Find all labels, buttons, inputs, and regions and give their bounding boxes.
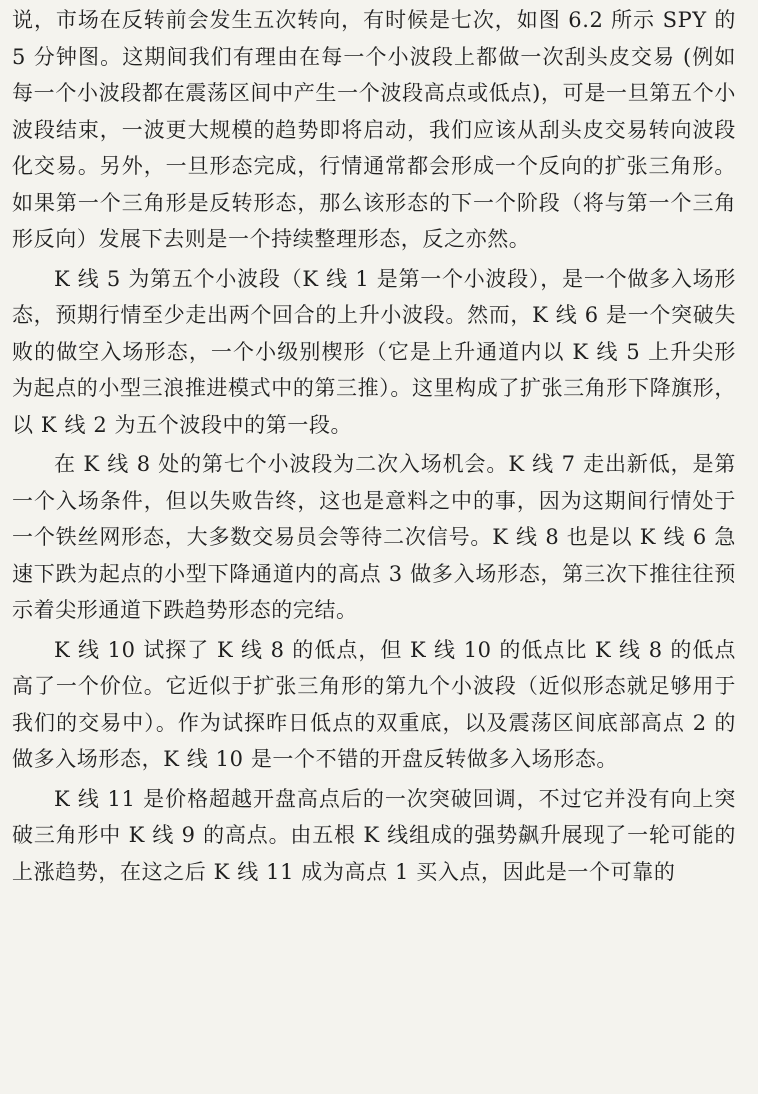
paragraph-3: 在 K 线 8 处的第七个小波段为二次入场机会。K 线 7 走出新低，是第一个入场条件，但以失败告终，这也是意料之中的事，因为这期间行情处于一个铁丝网形态，大多数交易员会等待二次信号。K 线 8 也是以 K 线 6 急速下跌为起点的小型下降通道内的高点 3 做多入场形态，第三次下推往往预示着尖形通道下跌趋势形态的完结。	[12, 452, 736, 622]
paragraph-5: K 线 11 是价格超越开盘高点后的一次突破回调，不过它并没有向上突破三角形中 K 线 9 的高点。由五根 K 线组成的强势飙升展现了一轮可能的上涨趋势，在这之后 K 线 11 成为高点 1 买入点，因此是一个可靠的	[12, 786, 736, 884]
paragraph-1: 说，市场在反转前会发生五次转向，有时候是七次，如图 6.2 所示 SPY 的 5 分钟图。这期间我们有理由在每一个小波段上都做一次刮头皮交易 (例如每一个小波段都在震荡区间中产生一个波段高点或低点)，可是一旦第五个小波段结束，一波更大规模的趋势即将启动，我们应该从刮头皮交易转向波段化交易。另外，一旦形态完成，行情通常都会形成一个反向的扩张三角形。如果第一个三角形是反转形态，那么该形态的下一个阶段（将与第一个三角形反向）发展下去则是一个持续整理形态，反之亦然。	[12, 8, 736, 251]
paragraph-2: K 线 5 为第五个小波段（K 线 1 是第一个小波段），是一个做多入场形态，预期行情至少走出两个回合的上升小波段。然而，K 线 6 是一个突破失败的做空入场形态，一个小级别楔形（它是上升通道内以 K 线 5 上升尖形为起点的小型三浪推进模式中的第三推）。这里构成了扩张三角形下降旗形，以 K 线 2 为五个波段中的第一段。	[12, 266, 736, 437]
paragraph-4: K 线 10 试探了 K 线 8 的低点，但 K 线 10 的低点比 K 线 8 的低点高了一个价位。它近似于扩张三角形的第九个小波段（近似形态就足够用于我们的交易中）。作为试探昨日低点的双重底，以及震荡区间底部高点 2 的做多入场形态，K 线 10 是一个不错的开盘反转做多入场形态。	[12, 637, 736, 771]
